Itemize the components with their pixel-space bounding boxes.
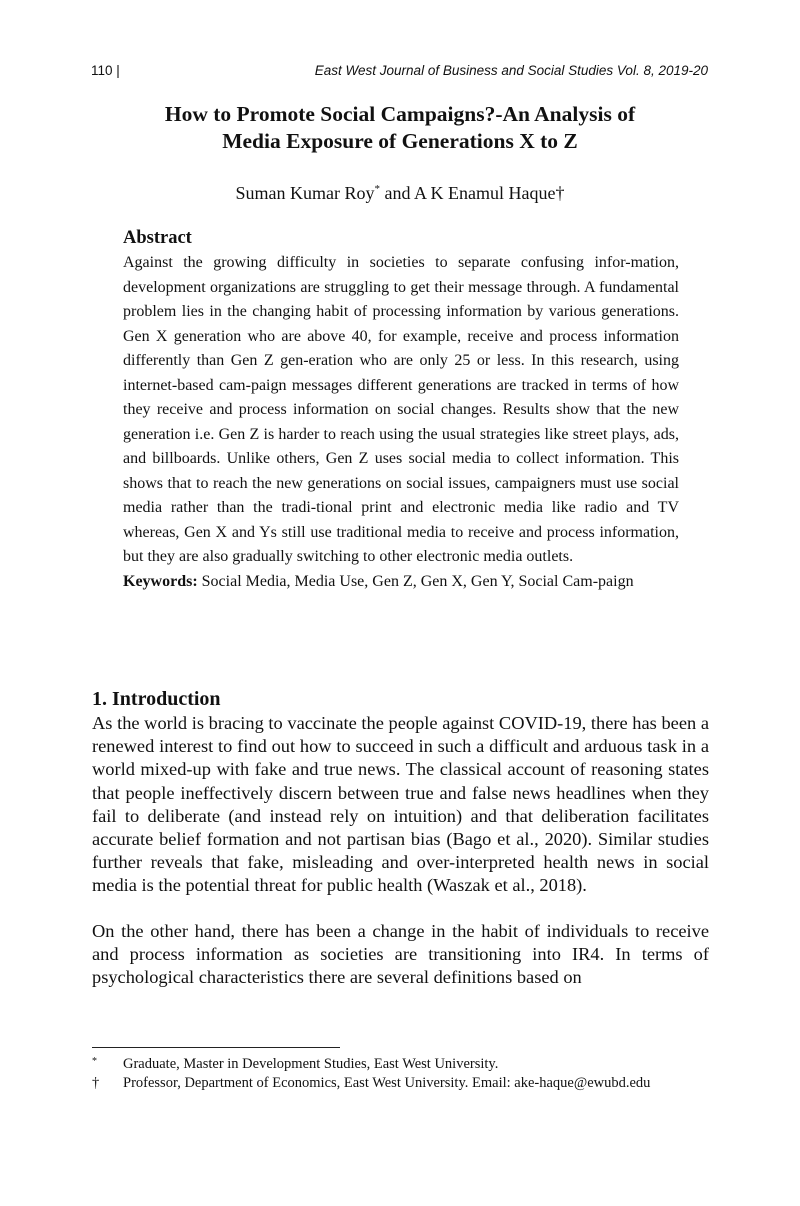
keywords-label: Keywords: (123, 572, 198, 590)
footnote-2-mark: † (92, 1075, 100, 1091)
author-1-footnote-mark: * (374, 183, 381, 195)
introduction-section (92, 686, 709, 989)
title-line-1: How to Promote Social Campaigns?-An Analysis of (164, 102, 636, 126)
keywords-list: Social Media, Media Use, Gen Z, Gen X, Gen Y, Social Cam-paign (197, 572, 634, 590)
footnote-1-text: Graduate, Master in Development Studies, East West University. (123, 1056, 499, 1072)
title-line-2: Media Exposure of Generations X to Z (222, 129, 578, 153)
abstract-heading: Abstract (123, 228, 192, 248)
author-line (92, 178, 708, 204)
introduction-paragraph-1: As the world is bracing to vaccinate the people against COVID-19, there has been a renewed interest to find out how to succeed in such a difficult and arduous task in a world mixed-up with fake and true news. The classical account of reasoning states that people ineffectively discern between true and false news headlines when they fail to deliberate (and instead rely on intuition) and that deliberation facilitates accurate belief formation and not partisan bias (Bago et al., 2020). Similar studies further reveals that fake, misleading and over-interpreted health news in social media is the potential threat for public health (Waszak et al., 2018). (92, 713, 709, 896)
author-connector: and (380, 183, 415, 203)
footnotes (92, 1055, 652, 1093)
author-1: Suman Kumar Roy (235, 183, 375, 203)
footnote-1 (92, 1055, 652, 1074)
footnote-1-mark: * (92, 1056, 97, 1067)
abstract-text: Against the growing difficulty in societies to separate confusing infor-mation, development organizations are struggling to get their message through. A fundamental problem lies in the changing habit of processing information by various generations. Gen X generation who are above 40, for example, receive and process information differently than Gen Z gen-eration who are only 25 or less. In this research, using internet-based cam-paign messages different generations are tracked in terms of how they receive and process information on social changes. Results show that the new generation i.e. Gen Z is harder to reach using the usual strategies like street plays, ads, and billboards. Unlike others, Gen Z uses social media to collect information. This shows that to reach the new generations on social issues, campaigners must use social media rather than the tradi-tional print and electronic media like radio and TV whereas, Gen X and Ys still use traditional media to receive and process information, but they are also gradually switching to other electronic media outlets. (123, 254, 679, 565)
running-header (91, 62, 708, 80)
author-2: A K Enamul Haque (414, 183, 556, 203)
keywords (123, 570, 679, 595)
journal-name: East West Journal of Business and Social Studies Vol. 8, 2019-20 (314, 63, 708, 78)
abstract-section (123, 227, 679, 594)
introduction-heading: 1. Introduction (92, 688, 221, 710)
footnote-2 (92, 1074, 652, 1093)
footnote-2-text: Professor, Department of Economics, East West University. Email: ake-haque@ewubd.edu (123, 1075, 651, 1091)
footnote-divider (92, 1047, 340, 1048)
page-number: 110 | (91, 63, 120, 78)
author-2-footnote-mark: † (555, 183, 565, 203)
paper-title (92, 101, 708, 155)
introduction-paragraph-2: On the other hand, there has been a change in the habit of individuals to receive and process information as societies are transitioning into IR4. In terms of psychological characteristics there are several definitions based on (92, 920, 709, 988)
